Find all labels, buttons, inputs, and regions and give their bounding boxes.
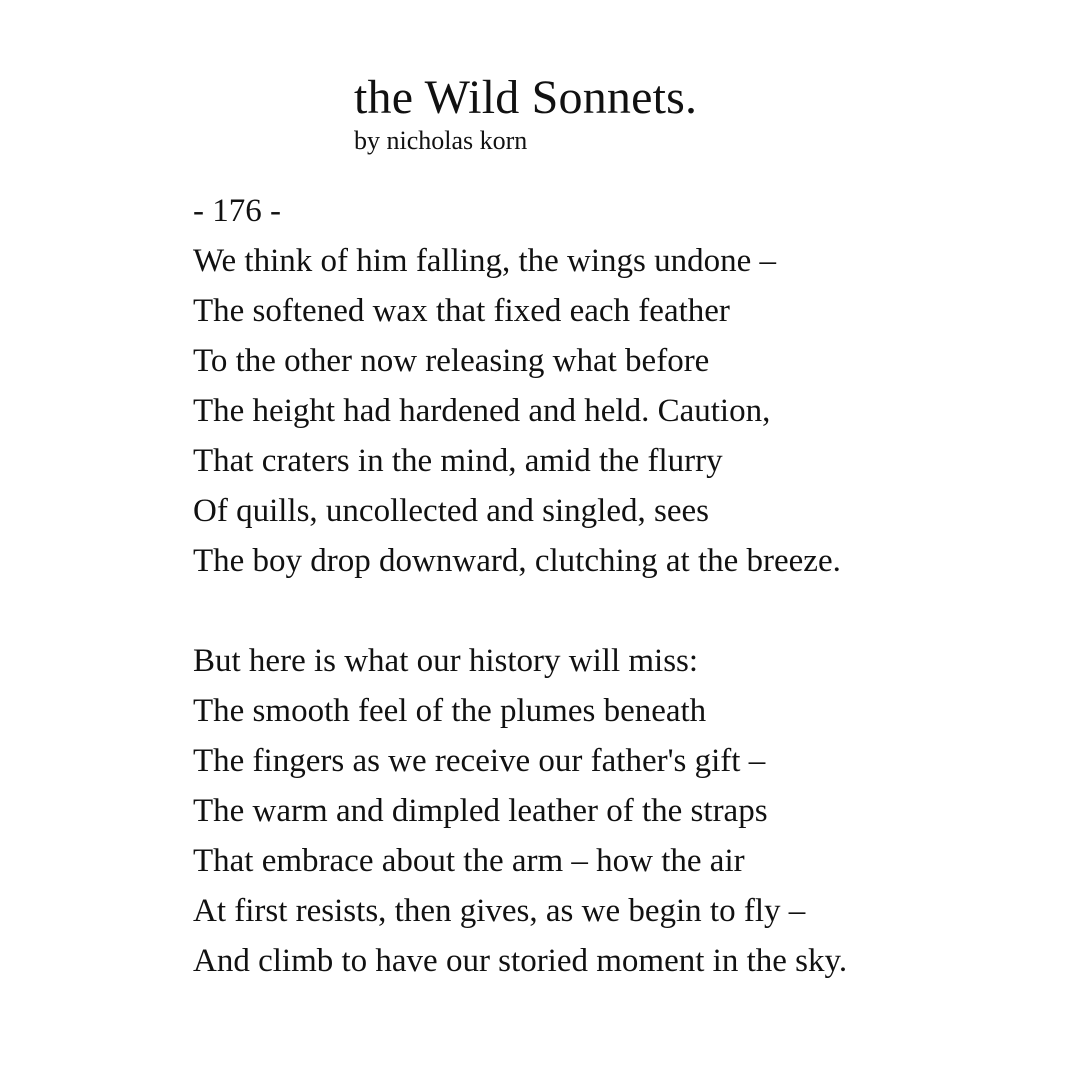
poem-line: But here is what our history will miss: — [193, 643, 699, 679]
poem-line: And climb to have our storied moment in the sky. — [193, 943, 848, 979]
poem-line: We think of him falling, the wings undone – — [193, 243, 777, 279]
poem-line: The height had hardened and held. Caution, — [193, 393, 771, 429]
poem-line: At first resists, then gives, as we begin to fly – — [193, 893, 806, 929]
poem-line: To the other now releasing what before — [193, 343, 710, 379]
stanza-1 — [193, 236, 1053, 586]
poem-line: The warm and dimpled leather of the straps — [193, 793, 768, 829]
author-byline: by nicholas korn — [354, 126, 528, 155]
sonnet-number: - 176 - — [193, 193, 281, 229]
poem-line: That embrace about the arm – how the air — [193, 843, 745, 879]
collection-title: the Wild Sonnets. — [354, 71, 698, 124]
poem-line: Of quills, uncollected and singled, sees — [193, 493, 709, 529]
stanza-2 — [193, 636, 1053, 986]
poem-body — [193, 186, 1053, 986]
poem-line: The fingers as we receive our father's gift – — [193, 743, 766, 779]
poem-header — [354, 68, 697, 156]
poem-line: The boy drop downward, clutching at the breeze. — [193, 543, 841, 579]
poem-line: The smooth feel of the plumes beneath — [193, 693, 707, 729]
poem-line: The softened wax that fixed each feather — [193, 293, 730, 329]
poem-line: That craters in the mind, amid the flurry — [193, 443, 723, 479]
